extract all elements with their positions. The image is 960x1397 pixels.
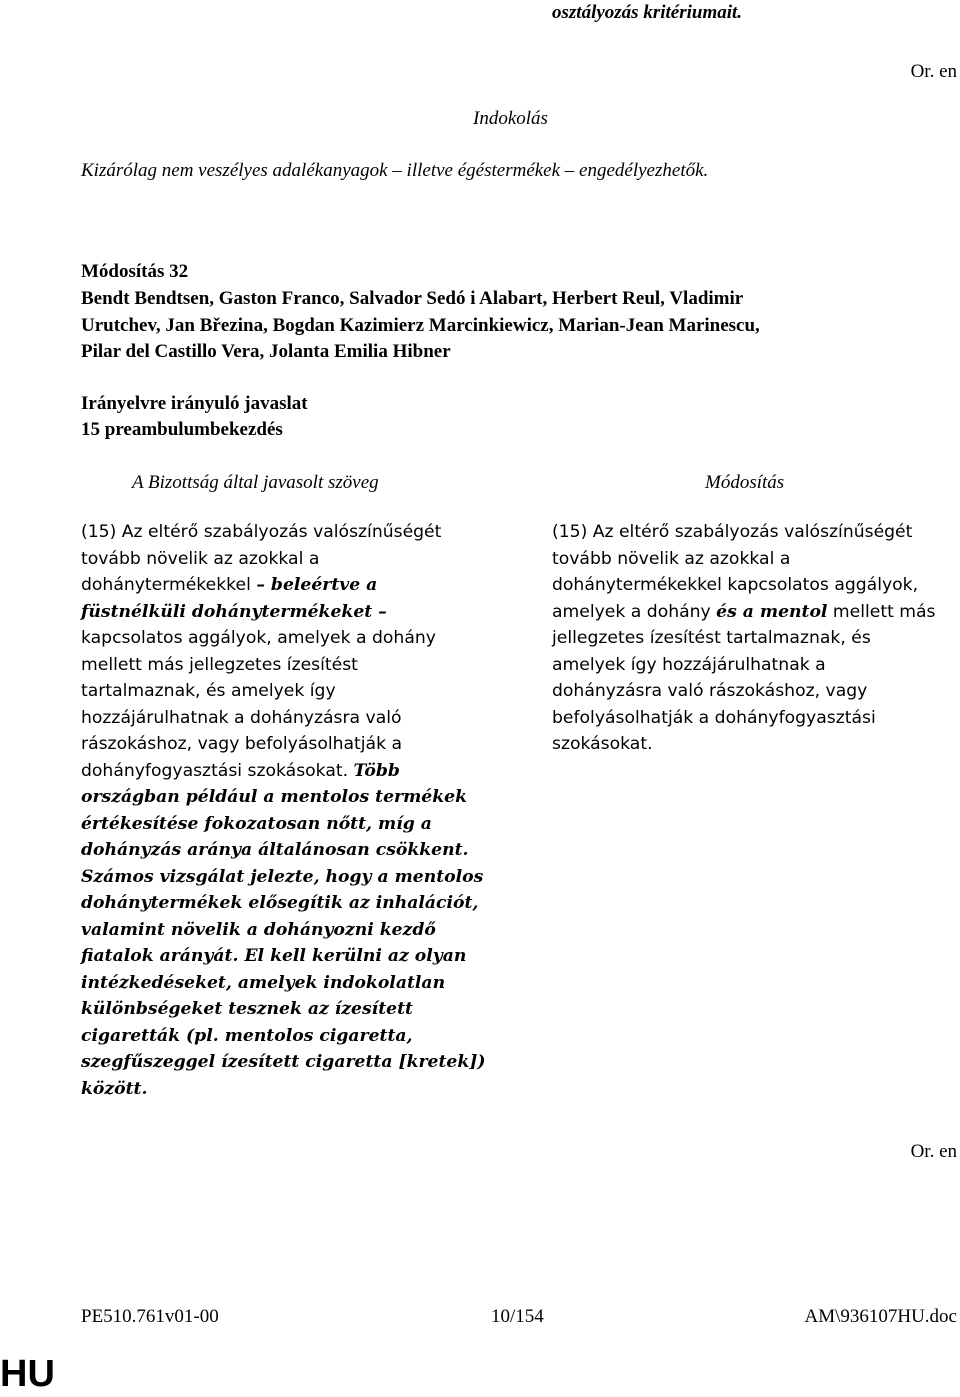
text-line xyxy=(552,625,952,652)
text-line xyxy=(81,599,481,626)
text-line xyxy=(81,1049,486,1076)
text-segment: amelyek így hozzájárulhatnak a xyxy=(552,654,826,675)
text-segment: kapcsolatos aggályok, amelyek a dohány xyxy=(81,628,436,648)
commission-text-column xyxy=(81,519,486,1102)
text-segment: tovább növelik az azokkal a xyxy=(81,548,320,569)
text-line xyxy=(81,864,484,891)
amended-text-segment: Több xyxy=(353,760,400,781)
text-segment: amelyek a dohány xyxy=(552,601,717,622)
proposal-type: Irányelvre irányuló javaslat xyxy=(81,393,308,414)
text-line xyxy=(552,652,952,679)
amended-text-segment: különbségeket tesznek az ízesített xyxy=(81,999,413,1019)
footer-page-number: 10/154 xyxy=(491,1306,544,1327)
text-segment: jellegzetes ízesítést tartalmaznak, és xyxy=(552,628,871,648)
text-line xyxy=(552,599,952,626)
text-line xyxy=(81,572,481,599)
text-line xyxy=(552,705,952,732)
text-segment: dohánytermékekkel xyxy=(81,575,257,595)
text-segment: (15) Az eltérő szabályozás valószínűségét xyxy=(81,522,442,542)
amendment-column-header: Módosítás xyxy=(705,472,785,493)
text-segment: mellett más jellegzetes ízesítést xyxy=(81,654,358,675)
recital-reference: 15 preambulumbekezdés xyxy=(81,419,283,440)
authors-line: Urutchev, Jan Březina, Bogdan Kazimierz Marcinkiewicz, Marian-Jean Marinescu, xyxy=(81,314,760,336)
text-line xyxy=(81,811,481,838)
amended-text-segment: cigaretták (pl. mentolos cigaretta, xyxy=(81,1025,413,1046)
text-segment: dohányfogyasztási szokásokat. xyxy=(81,760,354,781)
amendment-text-column xyxy=(552,519,952,758)
text-line xyxy=(81,837,481,864)
authors-line: Bendt Bendtsen, Gaston Franco, Salvador Sedó i Alabart, Herbert Reul, Vladimir xyxy=(81,288,744,309)
justification-text: Kizárólag nem veszélyes adalékanyagok – illetve égéstermékek – engedélyezhetők. xyxy=(81,160,709,181)
text-line xyxy=(81,1023,481,1050)
text-line xyxy=(81,678,481,705)
text-segment: (15) Az eltérő szabályozás valószínűségét xyxy=(552,522,913,542)
authors-line: Pilar del Castillo Vera, Jolanta Emilia Hibner xyxy=(81,341,451,362)
text-line xyxy=(552,546,952,573)
amended-text-segment: között. xyxy=(81,1078,148,1099)
text-line xyxy=(81,784,481,811)
amended-text-segment: szegfűszeggel ízesített cigaretta [kretek]) xyxy=(81,1052,486,1072)
text-segment: rászokáshoz, vagy befolyásolhatják a xyxy=(81,734,403,754)
amendment-number: Módosítás 32 xyxy=(81,261,189,282)
text-segment: hozzájárulhatnak a dohányzásra való xyxy=(81,707,402,728)
amended-text-segment: valamint növelik a dohányozni kezdő xyxy=(81,919,436,940)
text-segment: tovább növelik az azokkal a xyxy=(552,548,791,569)
text-line xyxy=(81,970,481,997)
footer-file-name: AM\936107HU.doc xyxy=(804,1306,957,1327)
original-language-top: Or. en xyxy=(910,61,957,82)
amended-text-segment: – beleértve a xyxy=(256,575,378,595)
text-line xyxy=(552,678,952,705)
text-line xyxy=(81,652,481,679)
amended-text-segment: és a mentol xyxy=(716,601,828,622)
justification-heading: Indokolás xyxy=(473,108,548,129)
amended-text-segment: Számos vizsgálat jelezte, hogy a mentolos xyxy=(81,866,484,887)
text-line xyxy=(81,917,481,944)
text-line xyxy=(81,519,481,546)
text-line xyxy=(81,890,481,917)
commission-text-header: A Bizottság által javasolt szöveg xyxy=(132,472,379,493)
text-segment: dohányzásra való rászokáshoz, vagy xyxy=(552,681,868,701)
amended-text-segment: intézkedéseket, amelyek indokolatlan xyxy=(81,972,446,993)
amendment-authors xyxy=(81,286,760,366)
amended-text-segment: füstnélküli dohánytermékeket – xyxy=(81,601,387,622)
amended-text-segment: dohánytermékek elősegítik az inhalációt, xyxy=(81,893,479,913)
footer-language-code: HU xyxy=(0,1353,55,1395)
previous-page-text: osztályozás kritériumait. xyxy=(552,2,743,23)
text-line xyxy=(81,705,481,732)
text-segment: mellett más xyxy=(827,601,936,622)
text-segment: tartalmaznak, és amelyek így xyxy=(81,681,336,701)
text-line xyxy=(81,546,481,573)
text-segment: befolyásolhatják a dohányfogyasztási xyxy=(552,707,876,728)
amended-text-segment: országban például a mentolos termékek xyxy=(81,787,467,807)
text-line xyxy=(81,1076,481,1103)
original-language-bottom: Or. en xyxy=(910,1141,957,1162)
text-segment: szokásokat. xyxy=(552,734,653,754)
amended-text-segment: értékesítése fokozatosan nőtt, míg a xyxy=(81,813,432,834)
text-line xyxy=(81,731,481,758)
text-segment: dohánytermékekkel kapcsolatos aggályok, xyxy=(552,575,919,595)
amended-text-segment: fiatalok arányát. El kell kerülni az olyan xyxy=(81,946,467,966)
text-line xyxy=(81,996,481,1023)
amended-text-segment: dohányzás aránya általánosan csökkent. xyxy=(81,840,469,860)
text-line xyxy=(552,519,952,546)
text-line xyxy=(552,731,952,758)
text-line xyxy=(81,758,481,785)
footer-document-reference: PE510.761v01-00 xyxy=(81,1306,219,1327)
text-line xyxy=(81,943,481,970)
text-line xyxy=(552,572,952,599)
text-line xyxy=(81,625,481,652)
